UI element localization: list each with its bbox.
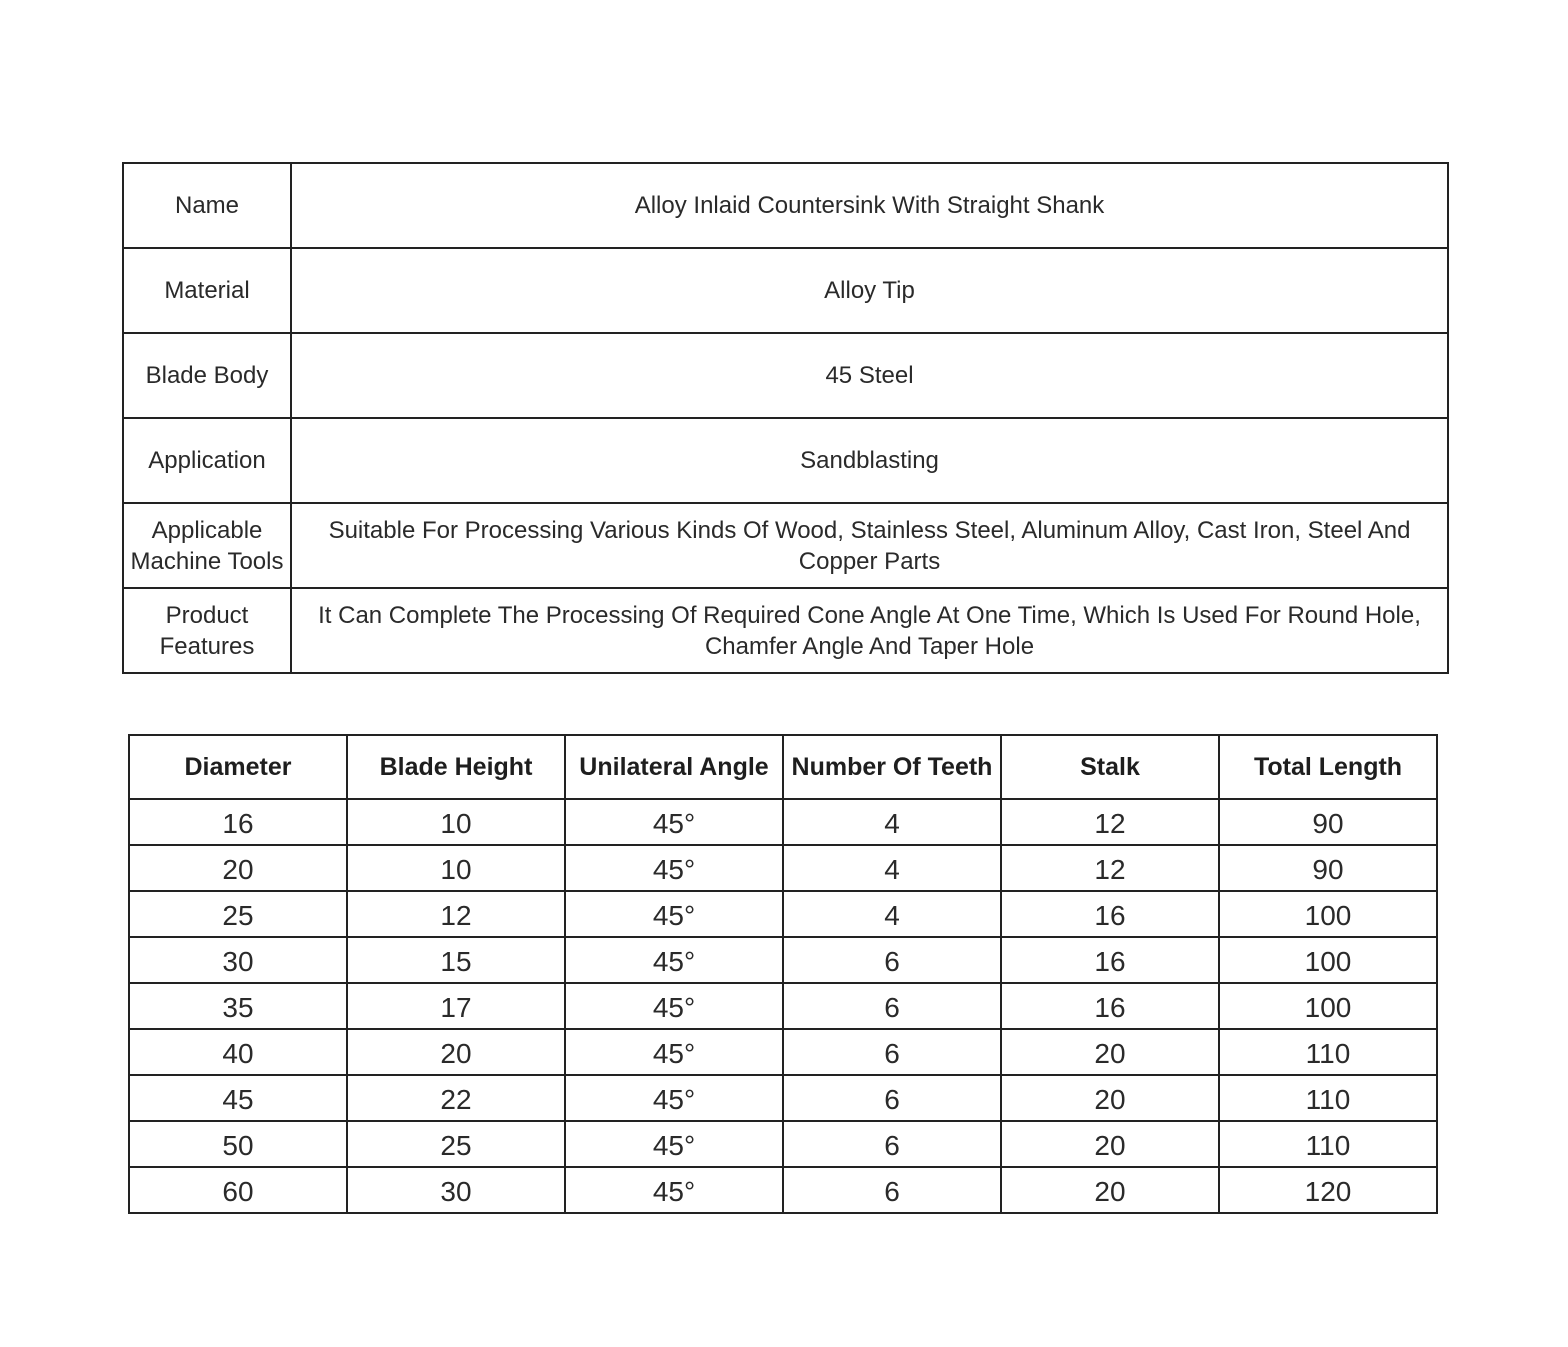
spec-label: Product Features	[123, 588, 291, 673]
cell-blade-height: 25	[347, 1121, 565, 1167]
spec-label: Application	[123, 418, 291, 503]
cell-unilateral-angle: 45°	[565, 845, 783, 891]
header-number-of-teeth: Number Of Teeth	[783, 735, 1001, 799]
cell-diameter: 20	[129, 845, 347, 891]
table-row	[129, 799, 1437, 845]
cell-stalk: 20	[1001, 1121, 1219, 1167]
cell-total-length: 110	[1219, 1075, 1437, 1121]
cell-number-of-teeth: 6	[783, 1075, 1001, 1121]
dimension-header-row	[129, 735, 1437, 799]
table-row	[129, 983, 1437, 1029]
spec-value: Suitable For Processing Various Kinds Of Wood, Stainless Steel, Aluminum Alloy, Cast Iron, Steel And Copper Parts	[291, 503, 1448, 588]
header-blade-height: Blade Height	[347, 735, 565, 799]
cell-stalk: 20	[1001, 1029, 1219, 1075]
dimension-table-body	[129, 799, 1437, 1213]
spec-label: Material	[123, 248, 291, 333]
cell-number-of-teeth: 4	[783, 845, 1001, 891]
header-stalk: Stalk	[1001, 735, 1219, 799]
cell-unilateral-angle: 45°	[565, 1121, 783, 1167]
cell-blade-height: 10	[347, 845, 565, 891]
cell-stalk: 12	[1001, 799, 1219, 845]
cell-unilateral-angle: 45°	[565, 1167, 783, 1213]
cell-total-length: 110	[1219, 1121, 1437, 1167]
spec-row-name	[123, 163, 1448, 248]
cell-number-of-teeth: 4	[783, 891, 1001, 937]
cell-blade-height: 12	[347, 891, 565, 937]
spec-value: Alloy Tip	[291, 248, 1448, 333]
cell-diameter: 45	[129, 1075, 347, 1121]
cell-number-of-teeth: 6	[783, 937, 1001, 983]
spec-label: Blade Body	[123, 333, 291, 418]
cell-diameter: 30	[129, 937, 347, 983]
cell-stalk: 16	[1001, 983, 1219, 1029]
table-row	[129, 845, 1437, 891]
cell-blade-height: 20	[347, 1029, 565, 1075]
spec-row-machine-tools	[123, 503, 1448, 588]
cell-unilateral-angle: 45°	[565, 799, 783, 845]
cell-diameter: 40	[129, 1029, 347, 1075]
cell-number-of-teeth: 6	[783, 1121, 1001, 1167]
cell-diameter: 25	[129, 891, 347, 937]
cell-stalk: 12	[1001, 845, 1219, 891]
cell-blade-height: 17	[347, 983, 565, 1029]
cell-total-length: 100	[1219, 937, 1437, 983]
cell-total-length: 110	[1219, 1029, 1437, 1075]
dimension-table	[128, 734, 1438, 1214]
spec-row-material	[123, 248, 1448, 333]
cell-stalk: 16	[1001, 937, 1219, 983]
cell-number-of-teeth: 6	[783, 983, 1001, 1029]
header-total-length: Total Length	[1219, 735, 1437, 799]
table-row	[129, 1167, 1437, 1213]
cell-total-length: 120	[1219, 1167, 1437, 1213]
cell-diameter: 60	[129, 1167, 347, 1213]
cell-blade-height: 22	[347, 1075, 565, 1121]
cell-unilateral-angle: 45°	[565, 891, 783, 937]
cell-unilateral-angle: 45°	[565, 1029, 783, 1075]
table-row	[129, 891, 1437, 937]
cell-diameter: 50	[129, 1121, 347, 1167]
table-row	[129, 1029, 1437, 1075]
table-row	[129, 937, 1437, 983]
table-row	[129, 1121, 1437, 1167]
cell-unilateral-angle: 45°	[565, 983, 783, 1029]
header-unilateral-angle: Unilateral Angle	[565, 735, 783, 799]
spec-row-application	[123, 418, 1448, 503]
cell-unilateral-angle: 45°	[565, 1075, 783, 1121]
spec-value: It Can Complete The Processing Of Required Cone Angle At One Time, Which Is Used For Round Hole, Chamfer Angle And Taper Hole	[291, 588, 1448, 673]
cell-blade-height: 10	[347, 799, 565, 845]
spec-label: Applicable Machine Tools	[123, 503, 291, 588]
cell-stalk: 16	[1001, 891, 1219, 937]
spec-row-product-features	[123, 588, 1448, 673]
spec-row-blade-body	[123, 333, 1448, 418]
cell-number-of-teeth: 6	[783, 1167, 1001, 1213]
cell-number-of-teeth: 4	[783, 799, 1001, 845]
cell-diameter: 35	[129, 983, 347, 1029]
spec-label: Name	[123, 163, 291, 248]
cell-stalk: 20	[1001, 1167, 1219, 1213]
spec-value: Sandblasting	[291, 418, 1448, 503]
cell-total-length: 90	[1219, 799, 1437, 845]
cell-blade-height: 30	[347, 1167, 565, 1213]
cell-unilateral-angle: 45°	[565, 937, 783, 983]
cell-total-length: 100	[1219, 983, 1437, 1029]
table-row	[129, 1075, 1437, 1121]
cell-total-length: 100	[1219, 891, 1437, 937]
header-diameter: Diameter	[129, 735, 347, 799]
cell-blade-height: 15	[347, 937, 565, 983]
spec-table	[122, 162, 1449, 674]
cell-total-length: 90	[1219, 845, 1437, 891]
cell-diameter: 16	[129, 799, 347, 845]
spec-value: Alloy Inlaid Countersink With Straight Shank	[291, 163, 1448, 248]
spec-value: 45 Steel	[291, 333, 1448, 418]
cell-number-of-teeth: 6	[783, 1029, 1001, 1075]
cell-stalk: 20	[1001, 1075, 1219, 1121]
